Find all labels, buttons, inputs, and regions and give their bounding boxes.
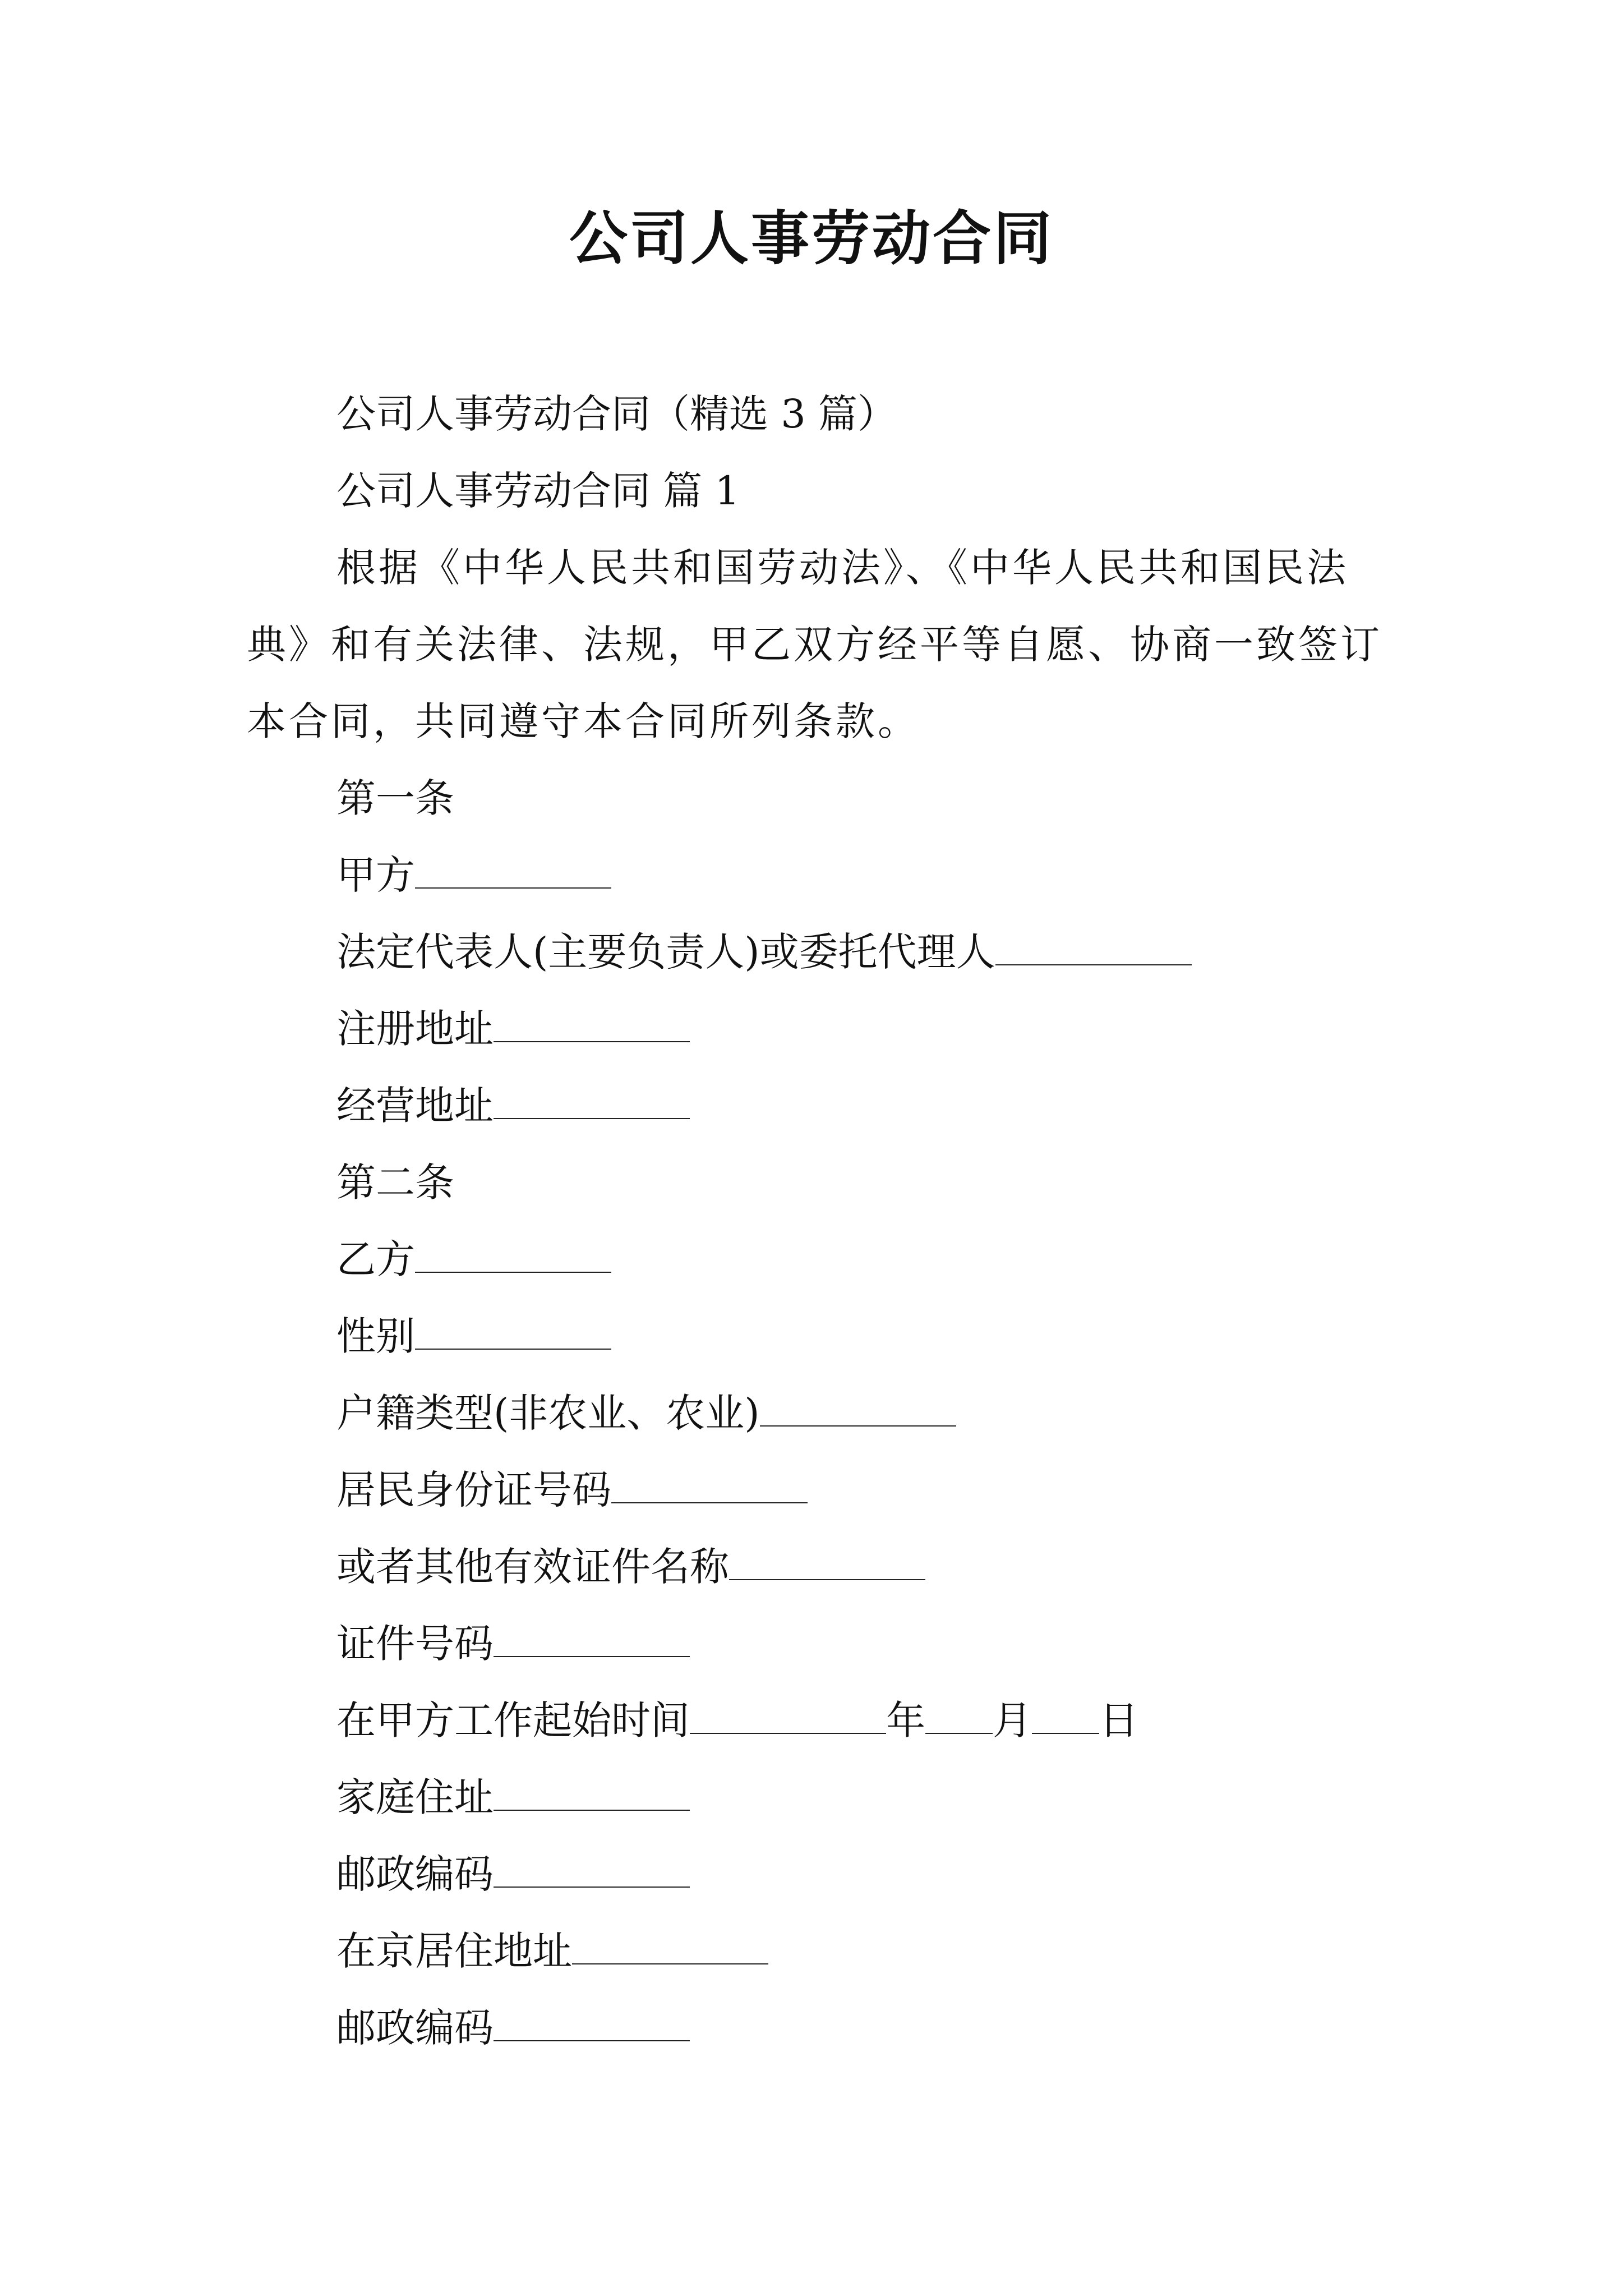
legal-rep-blank (995, 926, 1192, 965)
intro-paragraph: 根据《中华人民共和国劳动法》、《中华人民共和国民法典》和有关法律、法规，甲乙双方经平等自愿、协商一致签订本合同，共同遵守本合同所列条款。 (247, 545, 1382, 744)
household-field (247, 1375, 1385, 1452)
id-number-field (247, 1452, 1385, 1529)
article-1-heading: 第一条 (336, 775, 454, 821)
postcode-2-field (247, 1990, 1385, 2067)
start-time-blank (690, 1695, 886, 1734)
month-label: 月 (993, 1697, 1032, 1743)
biz-address-label: 经营地址 (336, 1083, 494, 1129)
home-address-blank (494, 1772, 690, 1811)
party-b-field (247, 1221, 1385, 1298)
legal-rep-field (247, 914, 1385, 991)
month-blank (925, 1695, 993, 1734)
document-body (247, 376, 1385, 2067)
beijing-address-blank (572, 1925, 768, 1964)
day-blank (1032, 1695, 1099, 1734)
start-time-field (247, 1682, 1385, 1759)
household-blank (760, 1387, 956, 1427)
id-number-label: 居民身份证号码 (336, 1467, 611, 1513)
article-2-heading: 第二条 (336, 1159, 454, 1205)
home-address-field (247, 1759, 1385, 1836)
party-b-label: 乙方 (336, 1236, 415, 1282)
id-number-blank (611, 1464, 808, 1503)
party-b-blank (415, 1234, 611, 1273)
party-a-field (247, 837, 1385, 914)
gender-field (247, 1298, 1385, 1375)
postcode-1-field (247, 1836, 1385, 1913)
postcode-1-blank (494, 1848, 690, 1888)
beijing-address-label: 在京居住地址 (336, 1928, 572, 1974)
gender-blank (415, 1310, 611, 1350)
start-time-label: 在甲方工作起始时间 (336, 1697, 690, 1743)
day-label: 日 (1099, 1697, 1138, 1743)
gender-label: 性别 (336, 1313, 415, 1359)
document-title: 公司人事劳动合同 (569, 204, 1054, 273)
cert-number-field (247, 1605, 1385, 1682)
party-a-label: 甲方 (336, 852, 415, 898)
part-heading: 公司人事劳动合同 篇 1 (336, 468, 740, 514)
home-address-label: 家庭住址 (336, 1774, 494, 1820)
cert-number-label: 证件号码 (336, 1621, 494, 1667)
year-label: 年 (886, 1697, 925, 1743)
biz-address-blank (494, 1080, 690, 1119)
postcode-2-blank (494, 2002, 690, 2041)
cert-number-blank (494, 1618, 690, 1657)
household-label: 户籍类型(非农业、农业) (336, 1390, 760, 1436)
biz-address-field (247, 1068, 1385, 1144)
beijing-address-field (247, 1913, 1385, 1990)
postcode-1-label: 邮政编码 (336, 1851, 494, 1897)
party-a-blank (415, 849, 611, 889)
other-id-blank (729, 1541, 925, 1580)
other-id-field (247, 1529, 1385, 1605)
reg-address-field (247, 991, 1385, 1068)
subtitle-line: 公司人事劳动合同（精选 3 篇） (336, 391, 897, 437)
reg-address-label: 注册地址 (336, 1006, 494, 1052)
reg-address-blank (494, 1003, 690, 1042)
other-id-label: 或者其他有效证件名称 (336, 1544, 729, 1590)
legal-rep-label: 法定代表人(主要负责人)或委托代理人 (336, 929, 995, 975)
postcode-2-label: 邮政编码 (336, 2005, 494, 2051)
